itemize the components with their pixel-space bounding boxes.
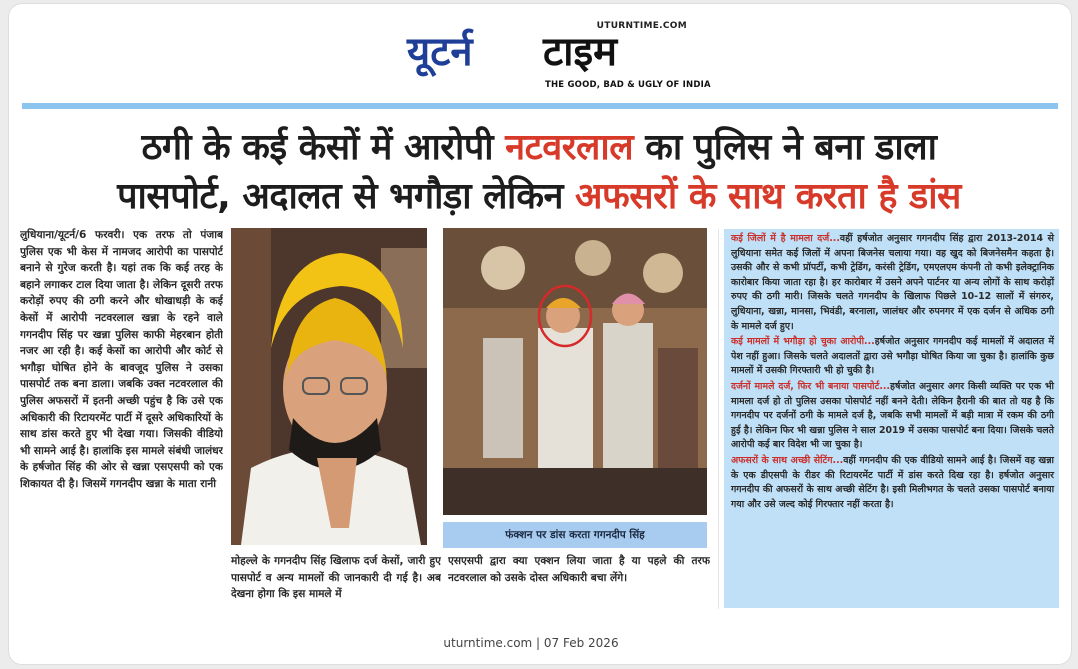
headline-highlight: नटवरलाल bbox=[505, 127, 634, 168]
sidebar-paragraph-1 bbox=[731, 232, 1054, 334]
header-divider bbox=[22, 103, 1058, 109]
footer-source: uturntime.com | 07 Feb 2026 bbox=[443, 636, 619, 650]
headline-line-2 bbox=[16, 170, 1062, 219]
event-photo bbox=[443, 228, 707, 515]
masthead-tagline: THE GOOD, BAD & UGLY OF INDIA bbox=[545, 80, 711, 90]
sidebar-paragraph-2 bbox=[731, 335, 1054, 379]
headline-highlight: अफसरों के साथ करता है डांस bbox=[575, 176, 961, 217]
sidebar-lead: कई जिलों में है मामला दर्ज... bbox=[731, 233, 840, 244]
article-column-1: लुधियाना/यूटर्न/6 फरवरी। एक तरफ तो पंजाब पुलिस एक भी केस में नामजद आरोपी का पासपोर्ट बनाने से गुरेज करती है। यहां तक कि कई तरह के बहाने लगाकर टाल दिया जाता है। लेकिन दूसरी तरफ करोड़ों रुपए की ठगी करने और धोखाधड़ी के कई केसों में आरोपी नटवरलाल खन्ना के रहने वाले गगनदीप सिंह पर खन्ना पुलिस काफी मेहरबान होती नजर आ रही है। कई केसों का आरोपी और कोर्ट से भगौड़ा घोषित होने के बावजूद पुलिस ने उसका पासपोर्ट तक बना डाला। जबकि उक्त नटवरलाल की पुलिस अफसरों में इतनी अच्छी पहुंच है कि उसे एक अधिकारी की रिटायरमेंट पार्टी में दूसरे अधिकारियों के साथ डांस करते हुए भी देखा गया। जिसकी वीडियो भी सामने आई है। हालांकि इस मामले संबंधी जालंधर के हर्षजोत सिंह की ओर से खन्ना एसएसपी को एक शिकायत दी है। जिसमें गगनदीप खन्ना के माता रानी bbox=[20, 229, 223, 490]
headline-text: का पुलिस ने बना डाला bbox=[633, 127, 937, 168]
sidebar-text bbox=[731, 232, 1054, 513]
masthead-url: UTURNTIME.COM bbox=[596, 21, 687, 31]
headline-line-1 bbox=[16, 121, 1062, 170]
photo-caption: फंक्शन पर डांस करता गगनदीप सिंह bbox=[443, 522, 707, 548]
event-photo-illustration bbox=[443, 228, 707, 515]
article-column-2b: एसएसपी द्वारा क्या एक्शन लिया जाता है या पहले की तरफ नटवरलाल को उसके दोस्त अधिकारी बचा लेंगे। bbox=[448, 555, 710, 584]
sidebar-body: हर्षजोत अनुसार गगनदीप कई मामलों में अदालत में पेश नहीं हुआ। जिसके चलते अदालतों द्वारा उसे भगौड़ा घोषित किया जा चुका है। हालांकि कुछ मामलों में उसकी गिरफ्तारी भी हो चुकी है। bbox=[731, 336, 1054, 377]
masthead-title-blue: यूटर्न bbox=[407, 29, 473, 75]
portrait-photo bbox=[231, 228, 427, 545]
sidebar-paragraph-4 bbox=[731, 454, 1054, 512]
article-column-2a: मोहल्ले के गगनदीप सिंह खिलाफ दर्ज केसों, जारी हुए पासपोर्ट व अन्य मामलों की जानकारी दी गई है। अब देखना होगा कि इस मामले में bbox=[231, 555, 441, 601]
headline-text: ठगी के कई केसों में आरोपी bbox=[141, 127, 506, 168]
headline-text: पासपोर्ट, अदालत से भगौड़ा लेकिन bbox=[117, 176, 576, 217]
portrait-photo-illustration bbox=[231, 228, 427, 545]
sidebar-body: वहीं गगनदीप की एक वीडियो सामने आई है। जिसमें वह खन्ना के एक डीएसपी के रीडर की रिटायरमेंट पार्टी में डांस करते दिख रहा है। हर्षजोत अनुसार गगनदीप की अफसरों के साथ अच्छी सेटिंग है। इसी मिलीभगत के चलते उसका पासपोर्ट बनाया गया और उसे जल्द कोई गिरफ्तार नहीं करता है। bbox=[731, 454, 1054, 510]
sidebar-lead: कई मामलों में भगौड़ा हो चुका आरोपी... bbox=[731, 336, 875, 348]
masthead-title-black: टाइम bbox=[543, 29, 618, 75]
sidebar-lead: अफसरों के साथ अच्छी सेटिंग... bbox=[731, 454, 844, 466]
masthead bbox=[407, 21, 711, 91]
sidebar-lead: दर्जनों मामले दर्ज, फिर भी बनाया पासपोर्ट... bbox=[731, 380, 890, 392]
sidebar-body: वहीं हर्षजोत अनुसार गगनदीप सिंह द्वारा 2013-2014 से लुधियाना समेत कई जिलों में अपना बिजनेस चलाया गया। वह खुद को बिजनेसमैन कहता है। उसकी और से कभी प्रॉपर्टी, कभी ट्रेडिंग, करंसी ट्रेडिंग, एमएलएम कंपनी तो कभी इलेक्ट्रानिक कारोबार किया जाता रहा है। हर कारोबार में उसने अपने पार्टनर या अन्य लोगों के साथ करोड़ों रुपए की ठगी मारी। जिसके चलते गगनदीप के खिलाफ पिछले 10-12 सालों में संगरुर, लुधियाना, खन्ना, मानसा, भिवंडी, बरनाला, जालंधर और रुपनगर में एक दर्जन से अधिक ठगी के मामले दर्ज हुए। bbox=[731, 233, 1054, 332]
sidebar-paragraph-3 bbox=[731, 380, 1054, 453]
column-divider bbox=[718, 229, 719, 609]
sidebar-body: हर्षजोत अनुसार अगर किसी व्यक्ति पर एक भी मामला दर्ज हो तो पुलिस उसका पोसपोर्ट नहीं बनने देती। लेकिन हैरानी की बात तो यह है कि गगनदीप पर दर्जनों ठगी के मामले दर्ज है, जबकि सभी मामलों में बड़ी मात्रा में रकम की ठगी हुई है। लेकिन फिर भी खन्ना पुलिस ने साल 2019 में उसका पासपोर्ट बना दिया। जिसके चलते आरोपी कई बार विदेश भी जा चुका है। bbox=[731, 380, 1054, 451]
